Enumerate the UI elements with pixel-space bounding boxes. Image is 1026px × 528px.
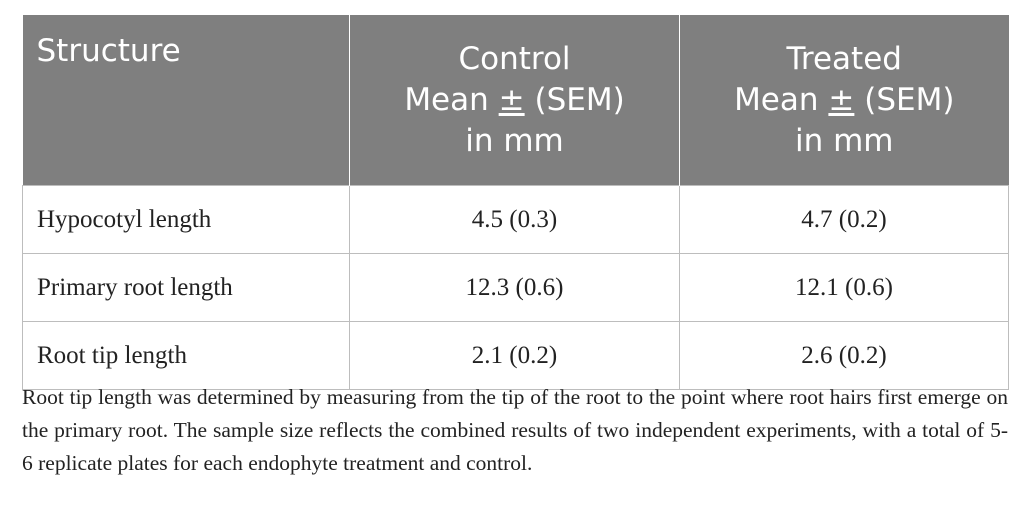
cell-control: 4.5 (0.3) bbox=[350, 186, 680, 254]
data-table-container bbox=[22, 15, 1008, 390]
header-structure bbox=[23, 15, 350, 186]
header-treated bbox=[680, 15, 1009, 186]
table-body bbox=[23, 186, 1009, 390]
header-control-stat-prefix: Mean bbox=[404, 81, 499, 118]
table-row bbox=[23, 186, 1009, 254]
header-control-stat-suffix: (SEM) bbox=[524, 81, 625, 118]
table-footnote: Root tip length was determined by measuring from the tip of the root to the point where root hairs first emerge on the primary root. The sample size reflects the combined results of two independent experiments, with a total of 5-6 replicate plates for each endophyte treatment and control. bbox=[22, 385, 1008, 475]
header-treated-unit: in mm bbox=[794, 122, 894, 159]
measurements-table bbox=[22, 15, 1009, 390]
header-control bbox=[350, 15, 680, 186]
cell-treated: 2.6 (0.2) bbox=[680, 322, 1009, 390]
cell-treated: 4.7 (0.2) bbox=[680, 186, 1009, 254]
header-treated-title: Treated bbox=[786, 40, 902, 77]
header-treated-stat-suffix: (SEM) bbox=[854, 81, 955, 118]
header-control-title: Control bbox=[458, 40, 571, 77]
header-row bbox=[23, 15, 1009, 186]
plus-minus-symbol: ± bbox=[828, 81, 855, 118]
cell-structure: Primary root length bbox=[23, 254, 350, 322]
header-treated-stat bbox=[680, 80, 1009, 121]
header-control-unit: in mm bbox=[465, 122, 564, 159]
table-header bbox=[23, 15, 1009, 186]
plus-minus-symbol: ± bbox=[498, 81, 525, 118]
cell-control: 2.1 (0.2) bbox=[350, 322, 680, 390]
header-control-stat bbox=[350, 80, 679, 121]
cell-structure: Hypocotyl length bbox=[23, 186, 350, 254]
cell-structure: Root tip length bbox=[23, 322, 350, 390]
header-treated-stat-prefix: Mean bbox=[734, 81, 829, 118]
table-row bbox=[23, 254, 1009, 322]
header-structure-label: Structure bbox=[36, 33, 181, 69]
cell-treated: 12.1 (0.6) bbox=[680, 254, 1009, 322]
table-row bbox=[23, 322, 1009, 390]
cell-control: 12.3 (0.6) bbox=[350, 254, 680, 322]
